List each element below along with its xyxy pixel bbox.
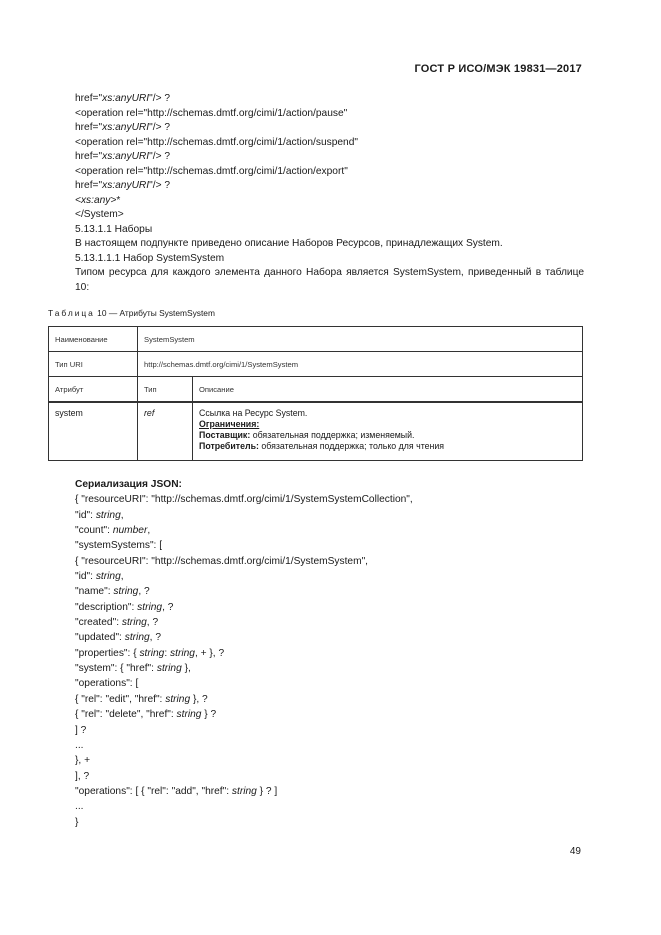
table-header-row <box>49 377 583 403</box>
code-line: <operation rel="http://schemas.dmtf.org/cimi/1/action/suspend" <box>75 136 359 148</box>
section-paragraph: В настоящем подпункте приведено описание Наборов Ресурсов, принадлежащих System. <box>75 238 503 249</box>
code-line: href="xs:anyURI"/> ? <box>75 180 171 191</box>
consumer-constraint: Потребитель: обязательная поддержка; только для чтения <box>199 441 445 451</box>
code-line: ... <box>75 739 84 751</box>
table-row <box>49 352 583 377</box>
table-row <box>49 327 583 352</box>
code-line: ] ? <box>75 724 87 736</box>
code-line: { "resourceURI": "http://schemas.dmtf.org/cimi/1/SystemSystem", <box>75 555 369 567</box>
code-line: "name": string, ? <box>75 586 150 598</box>
code-line: href="xs:anyURI"/> ? <box>75 93 171 104</box>
code-line: "count": number, <box>75 525 151 537</box>
table-cell <box>193 402 583 461</box>
page-number: 49 <box>569 846 581 857</box>
code-line: }, + <box>75 755 91 767</box>
section-paragraph: Типом ресурса для каждого элемента данного Набора является SystemSystem, приведенный в таблице 10: <box>75 267 584 293</box>
code-line: <xs:any>* <box>75 194 121 206</box>
json-heading: Сериализация JSON: <box>75 479 182 490</box>
column-header: Тип <box>138 377 193 403</box>
code-line: <operation rel="http://schemas.dmtf.org/cimi/1/action/export" <box>75 165 348 177</box>
code-line: </System> <box>75 209 124 220</box>
document-header: ГОСТ Р ИСО/МЭК 19831—2017 <box>414 63 582 75</box>
code-line: href="xs:anyURI"/> ? <box>75 122 171 133</box>
table-row <box>49 402 583 461</box>
json-serialization <box>75 477 413 830</box>
table-cell: http://schemas.dmtf.org/cimi/1/SystemSystem <box>138 352 583 377</box>
code-line: "system": { "href": string }, <box>75 663 191 675</box>
code-line: { "resourceURI": "http://schemas.dmtf.org/cimi/1/SystemSystemCollection", <box>75 494 413 506</box>
table-cell: system <box>49 402 138 461</box>
code-line: "created": string, ? <box>75 617 159 629</box>
code-line: ], ? <box>75 770 90 782</box>
code-line: { "rel": "edit", "href": string }, ? <box>75 693 208 705</box>
xml-schema-tail <box>48 92 584 295</box>
table-cell: Тип URI <box>49 352 138 377</box>
code-line: "operations": [ { "rel": "add", "href": string } ? ] <box>75 785 278 797</box>
description-text: Ссылка на Ресурс System. <box>199 408 308 418</box>
code-line: <operation rel="http://schemas.dmtf.org/cimi/1/action/pause" <box>75 107 348 119</box>
code-line: } <box>75 816 79 828</box>
column-header: Атрибут <box>49 377 138 403</box>
code-line: "updated": string, ? <box>75 632 161 644</box>
table-cell: ref <box>138 402 193 461</box>
table-cell: SystemSystem <box>138 327 583 352</box>
section-heading: 5.13.1.1 Наборы <box>75 223 153 235</box>
code-line: "systemSystems": [ <box>75 540 163 552</box>
code-line: href="xs:anyURI"/> ? <box>75 151 171 162</box>
column-header: Описание <box>193 377 583 403</box>
constraints-label: Ограничения: <box>199 419 260 429</box>
table-cell: Наименование <box>49 327 138 352</box>
attributes-table <box>48 326 583 461</box>
code-line: "id": string, <box>75 509 124 521</box>
subsection-heading: 5.13.1.1.1 Набор SystemSystem <box>75 252 225 264</box>
table-caption: Таблица 10 — Атрибуты SystemSystem <box>48 308 215 318</box>
code-line: { "rel": "delete", "href": string } ? <box>75 709 217 721</box>
code-line: "operations": [ <box>75 678 139 690</box>
provider-constraint: Поставщик: обязательная поддержка; изменяемый. <box>199 430 415 440</box>
code-line: ... <box>75 801 84 813</box>
code-line: "id": string, <box>75 571 124 583</box>
code-line: "properties": { string: string, + }, ? <box>75 647 225 659</box>
code-line: "description": string, ? <box>75 601 174 613</box>
